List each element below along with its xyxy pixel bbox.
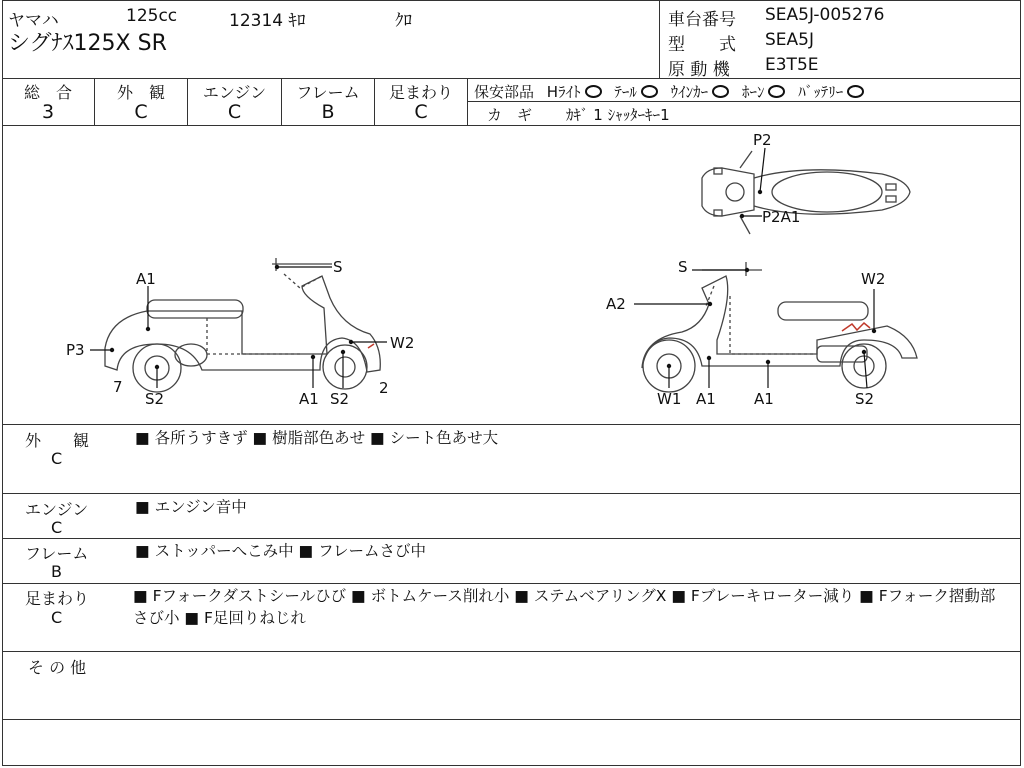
label-w2-left: W2	[390, 334, 415, 352]
safety-parts-row	[474, 81, 872, 102]
label-s-right: S	[678, 258, 688, 276]
label-s-left: S	[333, 258, 343, 276]
mileage: 12314 ｷﾛ	[229, 11, 306, 31]
label-w2-right: W2	[861, 270, 886, 288]
section-exterior-notes: ■ 各所うすきず ■ 樹脂部色あせ ■ シート色あせ大	[135, 429, 499, 447]
frame-no-label: 車台番号	[668, 10, 736, 30]
key-label: カ ギ	[487, 106, 533, 124]
label-a2: A2	[606, 295, 626, 313]
section-suspension-grade: C	[51, 608, 63, 627]
color: ｸﾛ	[395, 11, 412, 31]
total-grade-label: 総 合	[23, 83, 72, 102]
section-exterior-title: 外 観	[25, 431, 90, 450]
type-label: 型 式	[668, 35, 736, 55]
safety-item-horn: ﾎｰﾝ	[741, 83, 765, 101]
section-engine-title: エンジン	[25, 500, 89, 519]
maker: ヤマハ	[8, 11, 59, 31]
suspension-grade-label: 足まわり	[388, 83, 453, 102]
engine-grade: C	[227, 101, 242, 123]
frame-grade-label: フレーム	[296, 83, 360, 102]
ok-circle-icon	[585, 85, 602, 98]
ok-circle-icon	[712, 85, 729, 98]
model-name: シグﾅｽ125X SR	[8, 31, 167, 56]
section-suspension-notes: ■ Fフォークダストシールひび ■ ボトムケース削れ小 ■ ステムベアリングX ■ Fブレーキローター減り ■ Fフォーク摺動部さび小 ■ F足回りねじれ	[133, 587, 996, 627]
scooter-top-view	[702, 151, 910, 234]
total-grade: 3	[41, 101, 55, 123]
section-engine-grade: C	[51, 518, 63, 537]
label-s2-left-rear: S2	[330, 390, 350, 408]
safety-item-battery: ﾊﾞｯﾃﾘｰ	[798, 83, 844, 101]
safety-label: 保安部品	[474, 83, 535, 101]
engine-grade-label: エンジン	[202, 83, 267, 102]
label-p3: P3	[66, 341, 85, 359]
ok-circle-icon	[641, 85, 658, 98]
label-s2-right: S2	[855, 390, 875, 408]
ok-circle-icon	[847, 85, 864, 98]
label-a1-left-bottom: A1	[299, 390, 319, 408]
displacement: 125cc	[126, 6, 178, 26]
engine-label: 原 動 機	[668, 60, 730, 80]
label-a1-right-2: A1	[754, 390, 774, 408]
damage-diagram	[2, 126, 1021, 423]
frame-no: SEA5J-005276	[765, 5, 885, 25]
label-7: 7	[113, 378, 123, 396]
frame-grade: B	[321, 101, 335, 123]
section-other-title: そ の 他	[28, 658, 87, 677]
safety-item-tail: ﾃｰﾙ	[614, 83, 637, 101]
section-exterior-grade: C	[51, 449, 63, 468]
section-frame-notes: ■ ストッパーへこみ中 ■ フレームさび中	[135, 542, 426, 560]
label-a1-left: A1	[136, 270, 156, 288]
label-p2a1: P2A1	[762, 208, 801, 226]
label-a1-right-1: A1	[696, 390, 716, 408]
label-w1: W1	[657, 390, 682, 408]
exterior-grade-label: 外 観	[116, 83, 165, 102]
label-p2: P2	[753, 131, 772, 149]
section-frame-title: フレーム	[25, 544, 89, 563]
safety-item-winker: ｳｲﾝｶｰ	[670, 83, 709, 101]
section-suspension-title: 足まわり	[25, 589, 90, 608]
ok-circle-icon	[768, 85, 785, 98]
key-value: ｶｷﾞ 1 ｼｬｯﾀｰｷｰ1	[566, 106, 670, 124]
label-s2-left-front: S2	[145, 390, 165, 408]
exterior-grade: C	[134, 101, 148, 123]
safety-item-headlight: Hﾗｲﾄ	[546, 83, 581, 101]
section-frame-grade: B	[51, 562, 62, 581]
suspension-grade: C	[414, 101, 428, 123]
type-value: SEA5J	[765, 30, 814, 50]
label-2: 2	[379, 379, 389, 397]
section-engine-notes: ■ エンジン音中	[135, 498, 247, 516]
engine-value: E3T5E	[765, 55, 819, 75]
